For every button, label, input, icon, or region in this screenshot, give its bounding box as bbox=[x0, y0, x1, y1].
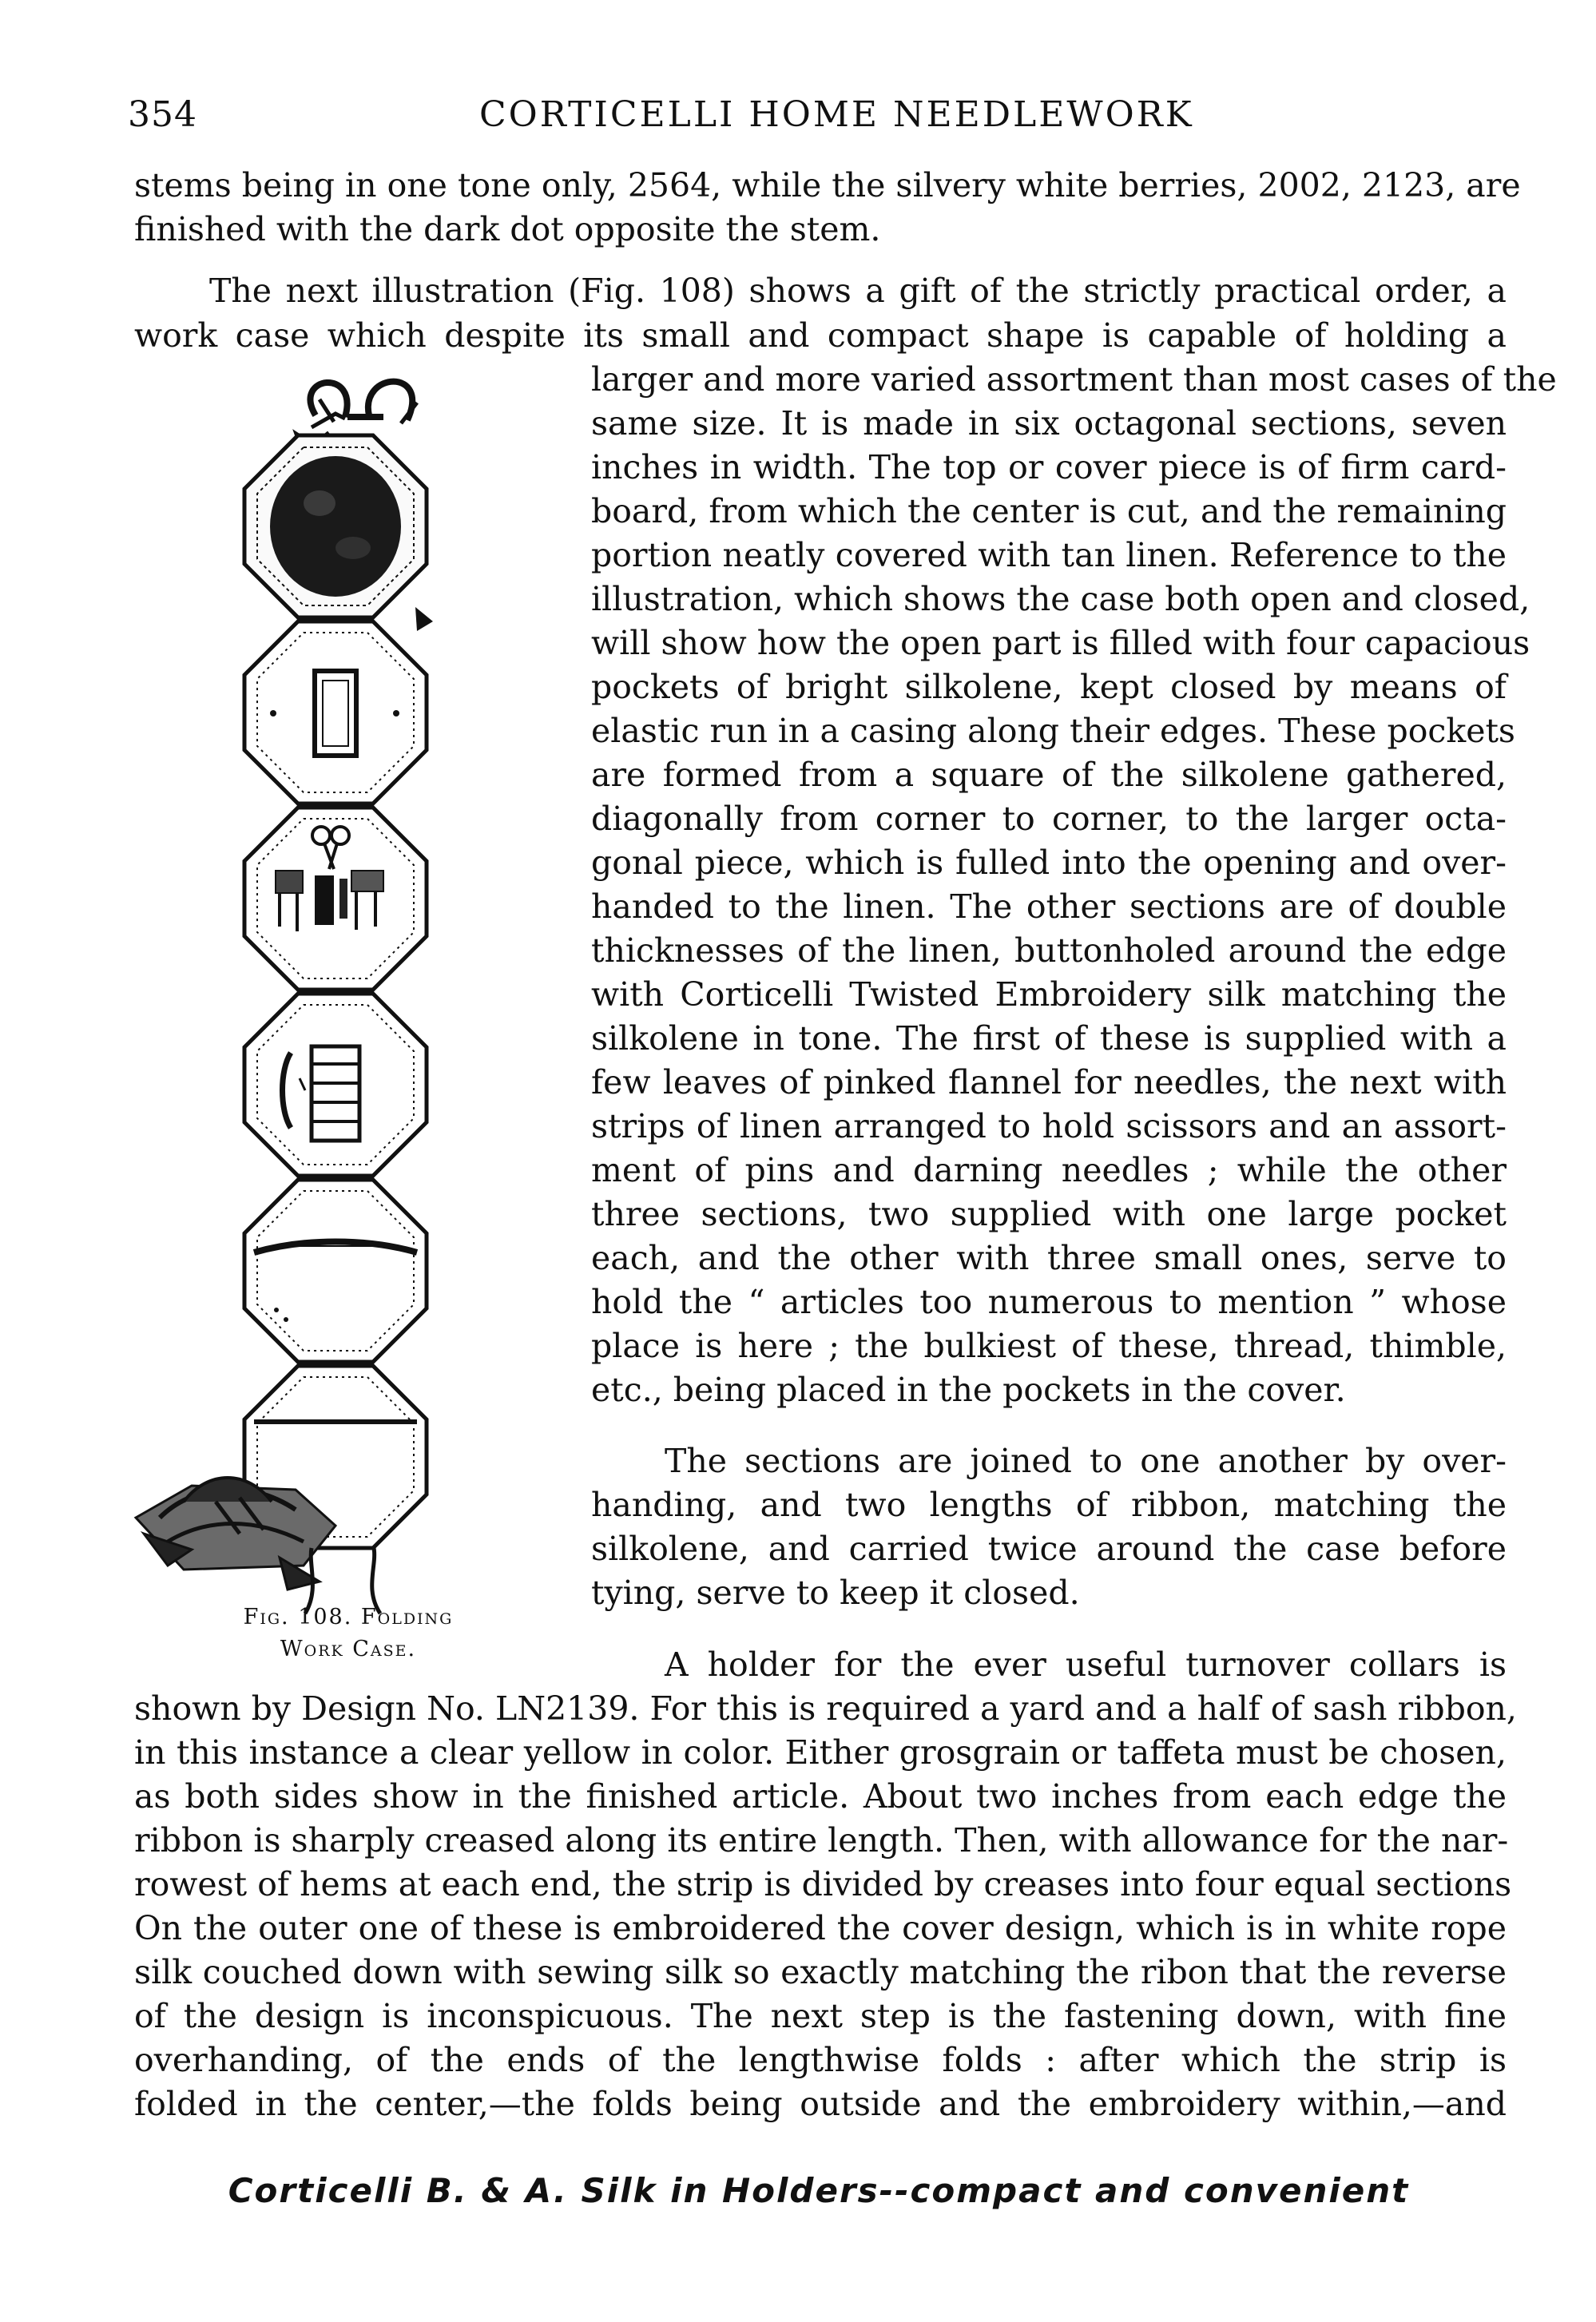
body-line: same size. It is made in six octagonal sections, seven bbox=[591, 404, 1507, 443]
body-line: The sections are joined to one another by over- bbox=[665, 1442, 1507, 1480]
figure-caption bbox=[189, 1602, 508, 1665]
body-line: handing, and two lengths of ribbon, matching the bbox=[591, 1486, 1507, 1524]
body-line: The next illustration (Fig. 108) shows a gift of the strictly practical order, a bbox=[209, 272, 1507, 310]
body-line: as both sides show in the finished article. About two inches from each edge the bbox=[134, 1777, 1507, 1816]
body-line: inches in width. The top or cover piece is of firm card- bbox=[591, 448, 1507, 486]
body-line: with Corticelli Twisted Embroidery silk matching the bbox=[591, 975, 1507, 1014]
body-line: overhanding, of the ends of the lengthwise folds : after which the strip is bbox=[134, 2041, 1507, 2079]
caption-line: Work Case. bbox=[280, 1637, 417, 1661]
body-line: finished with the dark dot opposite the stem. bbox=[134, 210, 881, 248]
body-line: board, from which the center is cut, and the remaining bbox=[591, 492, 1507, 530]
body-line: each, and the other with three small ones, serve to bbox=[591, 1239, 1507, 1277]
body-line: silk couched down with sewing silk so exactly matching the ribon that the reverse bbox=[134, 1953, 1507, 1991]
body-line: strips of linen arranged to hold scissors and an assort- bbox=[591, 1107, 1507, 1145]
body-line: larger and more varied assortment than most cases of the bbox=[591, 360, 1557, 399]
body-line: shown by Design No. LN2139. For this is required a yard and a half of sash ribbon, bbox=[134, 1689, 1517, 1728]
body-line: On the outer one of these is embroidered the cover design, which is in white rope bbox=[134, 1909, 1507, 1947]
body-line: will show how the open part is filled with four capacious bbox=[591, 624, 1530, 662]
body-line: A holder for the ever useful turnover collars is bbox=[665, 1645, 1507, 1684]
running-head: CORTICELLI HOME NEEDLEWORK bbox=[479, 94, 1194, 135]
body-line: are formed from a square of the silkolene gathered, bbox=[591, 756, 1507, 794]
body-line: folded in the center,—the folds being outside and the embroidery within,—and bbox=[134, 2085, 1507, 2123]
body-line: portion neatly covered with tan linen. Reference to the bbox=[591, 536, 1507, 574]
body-line: work case which despite its small and compact shape is capable of holding a bbox=[134, 316, 1507, 355]
folding-work-case-illustration bbox=[120, 367, 575, 1621]
body-line: hold the “ articles too numerous to mention ” whose bbox=[591, 1283, 1507, 1321]
body-line: place is here ; the bulkiest of these, thread, thimble, bbox=[591, 1327, 1507, 1365]
body-line: of the design is inconspicuous. The next step is the fastening down, with fine bbox=[134, 1997, 1507, 2035]
body-line: elastic run in a casing along their edges. These pockets bbox=[591, 712, 1515, 750]
body-line: in this instance a clear yellow in color. Either grosgrain or taffeta must be chosen, bbox=[134, 1733, 1507, 1772]
body-line: pockets of bright silkolene, kept closed by means of bbox=[591, 668, 1507, 706]
body-line: ribbon is sharply creased along its entire length. Then, with allowance for the nar- bbox=[134, 1821, 1509, 1860]
body-line: silkolene in tone. The first of these is supplied with a bbox=[591, 1019, 1507, 1058]
body-line: three sections, two supplied with one large pocket bbox=[591, 1195, 1507, 1233]
body-line: handed to the linen. The other sections are of double bbox=[591, 887, 1507, 926]
caption-line: Fig. 108. Folding bbox=[243, 1605, 454, 1629]
body-line: ment of pins and darning needles ; while the other bbox=[591, 1151, 1507, 1189]
body-line: few leaves of pinked flannel for needles, the next with bbox=[591, 1063, 1507, 1101]
page-header bbox=[128, 94, 1518, 142]
body-line: etc., being placed in the pockets in the cover. bbox=[591, 1371, 1346, 1409]
body-line: diagonally from corner to corner, to the larger octa- bbox=[591, 800, 1507, 838]
body-line: gonal piece, which is fulled into the opening and over- bbox=[591, 843, 1507, 882]
page-number: 354 bbox=[128, 94, 197, 135]
footer-advert: Corticelli B. & A. Silk in Holders--compact and convenient bbox=[228, 2171, 1410, 2210]
body-line: thicknesses of the linen, buttonholed around the edge bbox=[591, 931, 1507, 970]
body-line: stems being in one tone only, 2564, while the silvery white berries, 2002, 2123, are bbox=[134, 166, 1521, 204]
body-line: illustration, which shows the case both open and closed, bbox=[591, 580, 1530, 618]
body-line: tying, serve to keep it closed. bbox=[591, 1574, 1080, 1612]
body-line: silkolene, and carried twice around the case before bbox=[591, 1530, 1507, 1568]
body-line: rowest of hems at each end, the strip is divided by creases into four equal sections bbox=[134, 1865, 1512, 1903]
